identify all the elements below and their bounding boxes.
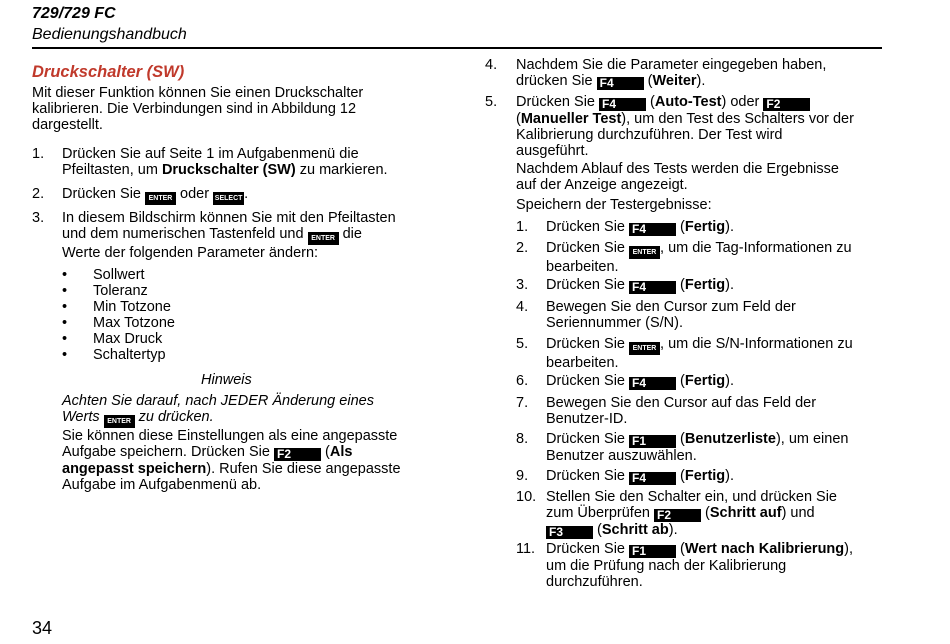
after-test-paragraph: Nachdem Ablauf des Tests werden die Ergebnisse auf der Anzeige angezeigt. [516, 161, 839, 193]
step-5: 5. Drücken Sie F4 (Auto-Test) oder F2 (Manueller Test), um den Test des Schalters vor der Kalibrierung durchzuführen. Der Test wird ausgeführt. [485, 94, 854, 159]
enter-key-icon: ENTER [308, 232, 339, 245]
list-item: • Max Totzone [62, 315, 175, 331]
f4-key-icon: F4 [629, 377, 676, 390]
substep-1: 1. Drücken Sie F4 (Fertig). [516, 219, 735, 236]
substep-3: 3. Drücken Sie F4 (Fertig). [516, 277, 735, 294]
note-title: Hinweis [201, 372, 252, 388]
f4-key-icon: F4 [599, 98, 646, 111]
select-key-icon: SELECT [213, 192, 244, 205]
substep-5: 5. Drücken Sie ENTER , um die S/N-Informationen zu bearbeiten. [516, 336, 853, 371]
list-item: • Toleranz [62, 283, 148, 299]
f3-key-icon: F3 [546, 526, 593, 539]
page-number: 34 [32, 618, 53, 638]
step-3: 3. In diesem Bildschirm können Sie mit den Pfeiltasten und dem numerischen Tastenfeld und ENTER die Werte der folgenden Parameter ändern: [32, 210, 396, 261]
f1-key-icon: F1 [629, 435, 676, 448]
save-paragraph: Sie können diese Einstellungen als eine angepasste Aufgabe speichern. Drücken Sie F2 (Als angepasst speichern). Rufen Sie diese angepasste Aufgabe im Aufgabenmenü ab. [62, 428, 401, 493]
enter-key-icon: ENTER [145, 192, 176, 205]
step-1: 1. Drücken Sie auf Seite 1 im Aufgabenmenü die Pfeiltasten, um Druckschalter (SW) zu markieren. [32, 146, 388, 178]
enter-key-icon: ENTER [629, 246, 660, 259]
substep-6: 6. Drücken Sie F4 (Fertig). [516, 373, 735, 390]
parameter-list [62, 267, 175, 363]
f4-key-icon: F4 [629, 472, 676, 485]
step-2: 2. Drücken Sie ENTER oder SELECT . [32, 186, 248, 205]
f4-key-icon: F4 [629, 281, 676, 294]
intro-paragraph: Mit dieser Funktion können Sie einen Druckschalter kalibrieren. Die Verbindungen sind in Abbildung 12 dargestellt. [32, 85, 364, 133]
substep-9: 9. Drücken Sie F4 (Fertig). [516, 468, 735, 485]
manual-model: 729/729 FC [32, 5, 116, 22]
step-4: 4. Nachdem Sie die Parameter eingegeben haben, drücken Sie F4 (Weiter). [485, 57, 827, 90]
f2-key-icon: F2 [763, 98, 810, 111]
list-item: • Schaltertyp [62, 347, 166, 363]
substep-4: 4. Bewegen Sie den Cursor zum Feld der Seriennummer (S/N). [516, 299, 796, 331]
f4-key-icon: F4 [597, 77, 644, 90]
list-item: • Max Druck [62, 331, 163, 347]
f4-key-icon: F4 [629, 223, 676, 236]
substep-2: 2. Drücken Sie ENTER , um die Tag-Informationen zu bearbeiten. [516, 240, 852, 275]
substep-10: 10. Stellen Sie den Schalter ein, und drücken Sie zum Überprüfen F2 (Schritt auf) und F3 (Schritt ab). [516, 489, 837, 539]
f1-key-icon: F1 [629, 545, 676, 558]
f2-key-icon: F2 [654, 509, 701, 522]
enter-key-icon: ENTER [629, 342, 660, 355]
list-item: • Min Totzone [62, 299, 171, 315]
enter-key-icon: ENTER [104, 415, 135, 428]
section-title: Druckschalter (SW) [32, 63, 185, 81]
note-text: Achten Sie darauf, nach JEDER Änderung eines Werts ENTER zu drücken. [62, 393, 374, 428]
substep-7: 7. Bewegen Sie den Cursor auf das Feld der Benutzer-ID. [516, 395, 817, 427]
save-results-heading: Speichern der Testergebnisse: [516, 197, 712, 213]
header-rule [32, 47, 882, 49]
list-item: • Sollwert [62, 267, 145, 283]
substep-11: 11. Drücken Sie F1 (Wert nach Kalibrierung), um die Prüfung nach der Kalibrierung durchzuführen. [516, 541, 853, 590]
f2-key-icon: F2 [274, 448, 321, 461]
substep-8: 8. Drücken Sie F1 (Benutzerliste), um einen Benutzer auszuwählen. [516, 431, 849, 464]
manual-title: Bedienungshandbuch [32, 26, 187, 43]
